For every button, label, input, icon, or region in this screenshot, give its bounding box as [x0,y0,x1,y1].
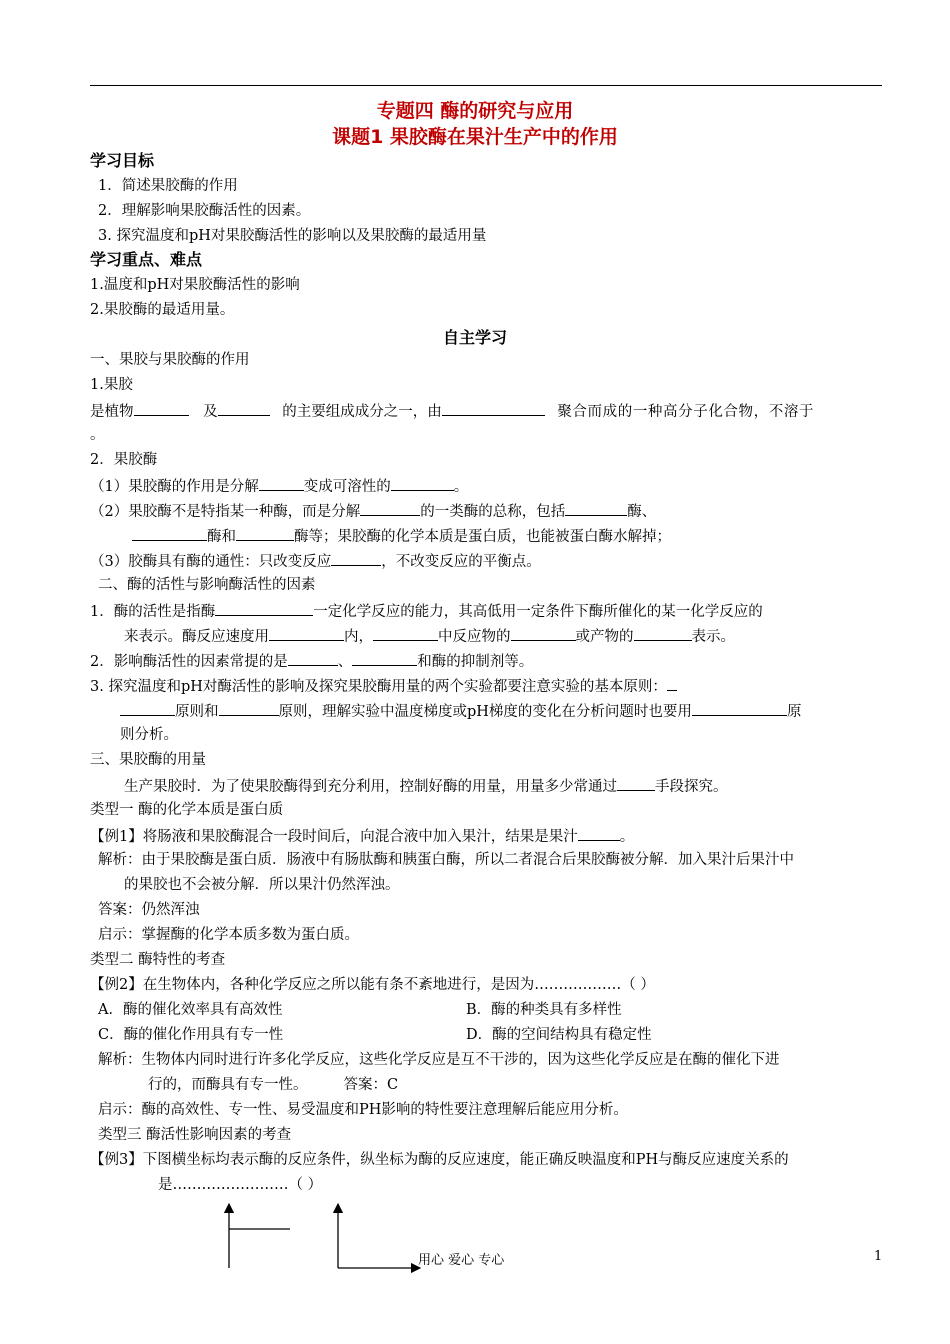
goal-item: 2．理解影响果胶酶活性的因素。 [98,203,311,219]
pectinase-dosage: 生产果胶时．为了使果胶酶得到充分利用，控制好酶的用量，用量多少常通过 手段探究。 [124,775,728,797]
keypoints-heading: 学习重点、难点 [90,250,203,269]
type-3-heading: 类型三 酶活性影响因素的考查 [98,1127,292,1143]
enzyme-factors: 2．影响酶活性的因素常提的是 、 和酶的抑制剂等。 [90,650,533,672]
self-study-heading: 自主学习 [442,328,507,347]
section-1-heading: 一、果胶与果胶酶的作用 [90,352,250,368]
example-1: 【例1】将肠液和果胶酶混合一段时间后，向混合液中加入果汁，结果是果汁 。 [90,825,634,847]
option-c: C．酶的催化作用具有专一性 [98,1027,284,1043]
type-2-heading: 类型二 酶特性的考查 [90,952,226,968]
enzyme-activity-def: 1．酶的活性是指酶 一定化学反应的能力，其高低用一定条件下酶所催化的某一化学反应的 [90,600,763,622]
example-1-hint: 启示：掌握酶的化学本质多数为蛋白质。 [98,927,359,943]
example-1-answer: 答案：仍然浑浊 [98,902,200,918]
goal-item: 1．简述果胶酶的作用 [98,178,238,194]
experiment-principles-end: 则分析。 [120,727,178,743]
item-pectin: 1.果胶 [90,377,133,393]
pectinase-types: （2）果胶酶不是特指某一种酶，而是分解 的一类酶的总称，包括 酶、 [90,500,656,522]
section-3-heading: 三、果胶酶的用量 [90,752,206,768]
example-2-hint: 启示：酶的高效性、专一性、易受温度和PH影响的特性要注意理解后能应用分析。 [98,1102,628,1118]
example-1-analysis: 解析：由于果胶酶是蛋白质．肠液中有肠肽酶和胰蛋白酶，所以二者混合后果胶酶被分解．加入果汁后果汁中 [98,852,794,868]
keypoint-item: 1.温度和pH对果胶酶活性的影响 [90,277,300,293]
item-pectinase: 2．果胶酶 [90,452,158,468]
punctuation: 。 [90,427,105,443]
example-2-analysis-cont: 行的，而酶具有专一性。 答案：C [148,1077,399,1093]
enzyme-general-property: （3）胶酶具有酶的通性：只改变反应 ，不改变反应的平衡点。 [90,550,541,572]
option-d: D．酶的空间结构具有稳定性 [466,1027,652,1043]
experiment-principles: 3. 探究温度和pH对酶活性的影响及探究果胶酶用量的两个实验都要注意实验的基本原则： [90,675,677,697]
experiment-principles-cont: 原则和 原则，理解实验中温度梯度或pH梯度的变化在分析问题时也要用 原 [120,700,801,722]
footer-slogan: 用心 爱心 专心 [418,1253,505,1268]
option-a: A．酶的催化效率具有高效性 [98,1002,283,1018]
example-3: 【例3】下图横坐标均表示酶的反应条件，纵坐标为酶的反应速度，能正确反映温度和PH与酶反应速度关系的 [90,1152,789,1168]
example-1-analysis-cont: 的果胶也不会被分解．所以果汁仍然浑浊。 [124,877,400,893]
title-lesson: 课题1 果胶酶在果汁生产中的作用 [332,126,618,148]
pectinase-function: （1）果胶酶的作用是分解 变成可溶性的 。 [90,475,468,497]
page-number: 1 [874,1249,883,1264]
goal-item: 3. 探究温度和pH对果胶酶活性的影响以及果胶酶的最适用量 [98,228,487,244]
type-1-heading: 类型一 酶的化学本质是蛋白质 [90,802,284,818]
keypoint-item: 2.果胶酶的最适用量。 [90,302,235,318]
pectinase-types-cont: 酶和 酶等；果胶酶的化学本质是蛋白质，也能被蛋白酶水解掉； [132,525,671,547]
example-3-cont: 是……………………（ ） [158,1177,323,1193]
option-b: B．酶的种类具有多样性 [466,1002,622,1018]
goals-heading: 学习目标 [90,151,155,170]
title-topic: 专题四 酶的研究与应用 [376,100,574,122]
pectin-fill-sentence: 是植物 及 的主要组成成分之一，由 聚合而成的一种高分子化合物，不溶于 [90,400,814,422]
section-2-heading: 二、酶的活性与影响酶活性的因素 [98,577,316,593]
example-2: 【例2】在生物体内，各种化学反应之所以能有条不紊地进行，是因为………………（ ） [90,977,655,993]
enzyme-activity-def-cont: 来表示。酶反应速度用 内， 中反应物的 或产物的 表示。 [124,625,735,647]
example-2-analysis: 解析：生物体内同时进行许多化学反应，这些化学反应是互不干涉的，因为这些化学反应是在酶的催化下进 [98,1052,780,1068]
